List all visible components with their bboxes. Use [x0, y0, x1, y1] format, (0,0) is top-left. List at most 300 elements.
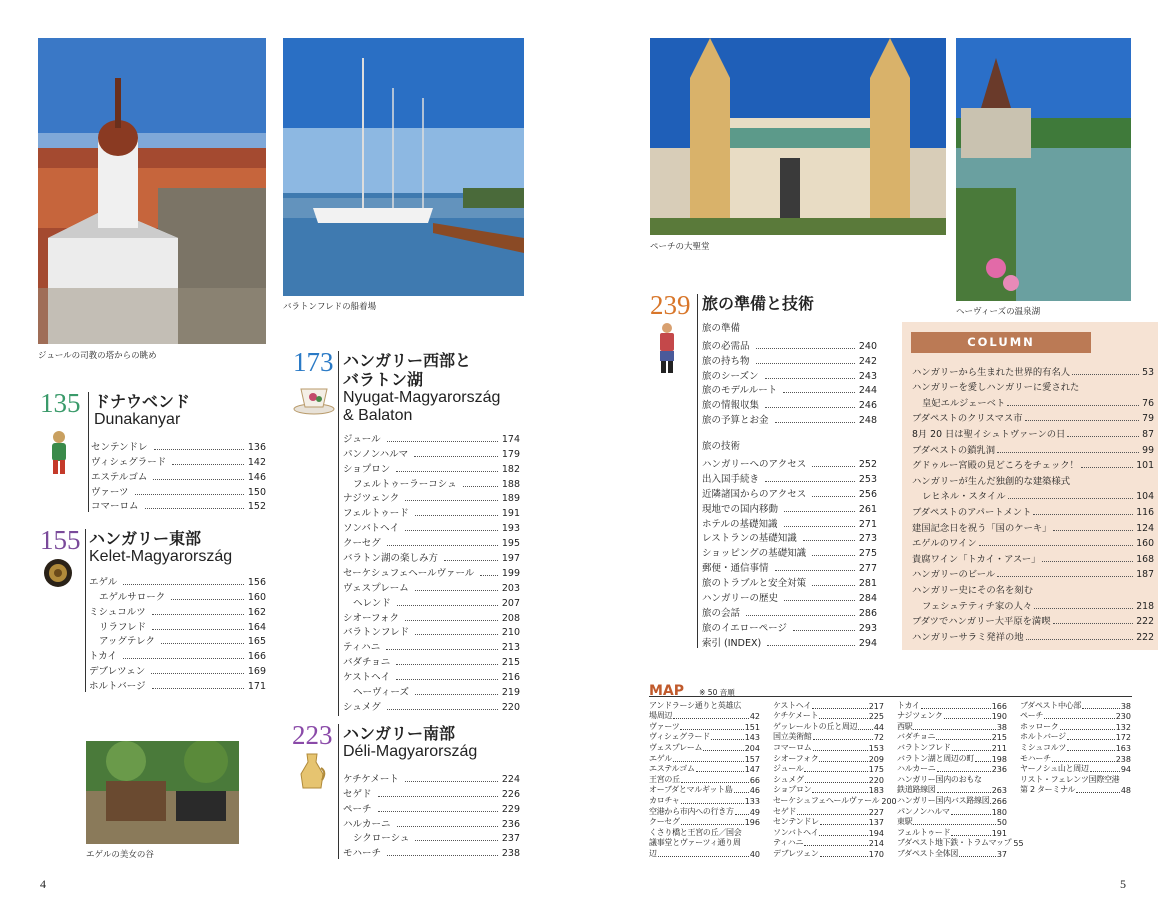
toc-row: [702, 382, 877, 397]
dot-leader: [735, 814, 749, 815]
dot-leader: [405, 530, 498, 531]
page-number-right: 5: [1120, 877, 1126, 891]
map-row: [897, 848, 1007, 859]
toc-row: [702, 337, 877, 352]
column-row: [912, 549, 1154, 565]
section-title-latin: Nyugat-Magyarország: [343, 389, 501, 406]
entry-name: ショッピングの基礎知識: [702, 548, 807, 560]
dot-leader: [820, 824, 868, 825]
entry-name: ヴェスプレーム: [343, 582, 409, 594]
dot-leader: [765, 481, 855, 482]
page-number: 208: [501, 612, 520, 624]
column-row: [912, 580, 1154, 596]
page-number: 72: [873, 733, 884, 743]
page-number: 197: [501, 553, 520, 565]
section-number: 173: [293, 347, 334, 377]
column-row: [912, 456, 1154, 472]
dot-leader: [123, 584, 244, 585]
toc-row: [702, 352, 877, 367]
entry-name: ミシュコルツ: [1020, 742, 1067, 752]
section-223-title: [343, 724, 477, 761]
entry-name: デブレツェン: [773, 848, 819, 858]
dot-leader: [123, 658, 244, 659]
page-number: 218: [1136, 600, 1154, 612]
entry-name: ヴァーツ: [649, 721, 680, 731]
dot-leader: [784, 526, 855, 527]
entry-name: ソンバトヘイ: [343, 523, 400, 535]
entry-name: ナジツェンク: [343, 493, 400, 505]
map-row: [773, 711, 884, 722]
page-number: 214: [868, 839, 884, 849]
page-number: 240: [858, 340, 877, 352]
entry-name: グドゥルー宮殿の見どころをチェック！: [912, 460, 1079, 472]
page-number: 183: [868, 786, 884, 796]
dot-leader: [378, 811, 498, 812]
entry-name: センテンドレ: [91, 441, 148, 453]
dot-leader: [784, 600, 855, 601]
dot-leader: [1067, 739, 1115, 740]
entry-name: リラフレド: [99, 621, 147, 633]
page-number: 136: [247, 441, 266, 453]
map-row: [649, 774, 760, 785]
entry-name: 国立美術館: [773, 732, 812, 742]
section-title-latin: Kelet-Magyarország: [89, 548, 233, 565]
figurine-icon: [46, 430, 72, 480]
section-239-heading: [650, 290, 691, 320]
dot-leader: [812, 792, 867, 793]
entry-name: 旅のイエローページ: [702, 622, 787, 634]
dot-leader: [405, 781, 498, 782]
toc-row: [343, 815, 520, 830]
page-number: 153: [868, 743, 884, 753]
entry-name: 近隣諸国からのアクセス: [702, 488, 807, 500]
dot-leader: [152, 614, 244, 615]
entry-name: ハンガリーへのアクセス: [702, 459, 807, 471]
section-divider: [338, 351, 339, 716]
page-number: 164: [247, 621, 266, 633]
page-number: 220: [868, 775, 884, 785]
toc-row: [343, 830, 520, 845]
toc-row: [702, 559, 877, 574]
page-number: 219: [501, 687, 520, 699]
dot-leader: [396, 679, 498, 680]
column-title: COLUMN: [911, 332, 1091, 353]
dot-leader: [1067, 750, 1115, 751]
dot-leader: [1090, 771, 1120, 772]
entry-name: エゲルのワイン: [912, 538, 977, 550]
entry-name: トカイ: [897, 700, 920, 710]
map-row: [773, 817, 884, 828]
toc-row: [89, 647, 266, 662]
dot-leader: [378, 796, 498, 797]
toc-row: [89, 618, 266, 633]
page-number: 116: [1136, 506, 1154, 518]
page-number: 266: [991, 796, 1007, 806]
toc-row: [702, 367, 877, 382]
dot-leader: [944, 718, 991, 719]
map-row: [773, 742, 884, 753]
page-number: 87: [1142, 428, 1154, 440]
entry-name: シュメグ: [773, 774, 804, 784]
section-number: 223: [292, 720, 333, 750]
toc-row: [702, 544, 877, 559]
page-number: 143: [744, 733, 760, 743]
page-number: 196: [744, 818, 760, 828]
entry-name: ハンガリーサラミ発祥の地: [912, 631, 1024, 643]
page-number: 151: [744, 722, 760, 732]
page-number: 48: [1120, 786, 1131, 796]
column-row: [912, 362, 1154, 378]
caption-eger: エゲルの美女の谷: [86, 850, 154, 860]
column-row: [912, 378, 1154, 394]
page-number: 246: [858, 400, 877, 412]
dot-leader: [765, 378, 855, 379]
page-number: 169: [247, 666, 266, 678]
page-number: 229: [501, 803, 520, 815]
page-number: 261: [858, 503, 877, 515]
page-number: 222: [1136, 616, 1154, 628]
dot-leader: [812, 496, 855, 497]
entry-name: 東駅: [897, 817, 913, 827]
page-number: 188: [501, 478, 520, 490]
dot-leader: [703, 750, 743, 751]
entry-name: モハーチ: [1020, 753, 1051, 763]
entry-name: ハンガリーのビール: [912, 569, 996, 581]
column-row: [912, 518, 1154, 534]
entry-name: ハンガリー国内のおもな: [897, 774, 982, 784]
map-row: [773, 753, 884, 764]
entry-name: レストランの基礎知識: [702, 533, 797, 545]
toc-row: [343, 785, 520, 800]
entry-name: ハンガリーを愛しハンガリーに愛された: [912, 382, 1080, 394]
entry-name: フェシュテティチ家の人々: [922, 600, 1033, 612]
section-divider: [338, 724, 339, 859]
dot-leader: [151, 673, 244, 674]
entry-name: ハンガリー国内バス路線図: [897, 795, 990, 805]
dot-leader: [681, 782, 749, 783]
toc-223-list: [343, 770, 520, 859]
page-number: 253: [858, 473, 877, 485]
dot-leader: [1025, 420, 1140, 421]
page-number: 293: [858, 622, 877, 634]
map-note: ※ 50 音順: [699, 688, 735, 697]
map-index-column: [1020, 700, 1131, 795]
toc-row: [91, 483, 266, 498]
caption-balatonfured: バラトンフレドの船着場: [283, 302, 377, 312]
toc-row: [89, 588, 266, 603]
entry-name: セーケシュフェヘールヴァール: [343, 567, 475, 579]
page-number: 160: [1136, 538, 1154, 550]
page-number: 133: [744, 796, 760, 806]
dot-leader: [415, 634, 498, 635]
toc-row: [702, 470, 877, 485]
dot-leader: [1026, 639, 1134, 640]
caption-pecs: ペーチの大聖堂: [650, 242, 710, 252]
map-row: [897, 827, 1007, 838]
page-number: 200: [881, 796, 897, 806]
map-row: [897, 785, 1007, 796]
dot-leader: [405, 620, 498, 621]
page-number: 191: [991, 828, 1007, 838]
entry-name: 場周辺: [649, 711, 673, 721]
dot-leader: [386, 649, 498, 650]
toc-row: [343, 490, 520, 505]
map-row: [1020, 764, 1131, 775]
page-number: 237: [501, 833, 520, 845]
page-number: 132: [1115, 722, 1131, 732]
page-number: 147: [744, 765, 760, 775]
map-row: [1020, 753, 1131, 764]
entry-name: エステルゴム: [91, 471, 148, 483]
dot-leader: [951, 835, 990, 836]
entry-name: 王宮の丘: [649, 774, 680, 784]
page-number: 226: [501, 788, 520, 800]
dot-leader: [681, 803, 744, 804]
section-title-jp: ドナウベンド: [94, 392, 191, 411]
toc-row: [343, 445, 520, 460]
caption-heviz: ヘーヴィーズの温泉湖: [956, 307, 1041, 317]
entry-name: パンノンハルマ: [897, 806, 950, 816]
entry-name: ブダツでハンガリー大平原を満喫: [912, 616, 1051, 628]
column-row: [912, 393, 1154, 409]
entry-name: アッグテレク: [99, 636, 155, 648]
page-number: 194: [868, 828, 884, 838]
section-173-heading: [293, 347, 334, 377]
dot-leader: [913, 729, 995, 730]
dot-leader: [1033, 514, 1133, 515]
page-number: 248: [858, 415, 877, 427]
dot-leader: [658, 856, 749, 857]
entry-name: 旅の必需品: [702, 340, 750, 352]
dot-leader: [171, 599, 244, 600]
dot-leader: [804, 845, 868, 846]
section-title-jp: ハンガリー東部: [89, 529, 202, 548]
dot-leader: [154, 449, 244, 450]
entry-name: パンノンハルマ: [343, 448, 409, 460]
page-number: 211: [991, 743, 1007, 753]
entry-name: ティハニ: [343, 642, 381, 654]
entry-name: ティハニ: [773, 838, 804, 848]
page-number: 203: [501, 582, 520, 594]
dot-leader: [959, 856, 996, 857]
dot-leader: [397, 826, 498, 827]
page-number: 38: [996, 722, 1007, 732]
toc-row: [343, 579, 520, 594]
page-number: 49: [749, 807, 760, 817]
toc-row: [343, 698, 520, 713]
dot-leader: [681, 824, 744, 825]
entry-name: 旅のトラブルと安全対策: [702, 578, 807, 590]
map-index-column: [897, 700, 1024, 859]
page-number: 168: [1136, 553, 1154, 565]
page-number: 156: [247, 576, 266, 588]
column-list: [912, 362, 1154, 643]
entry-name: ジュール: [773, 764, 804, 774]
page-number: 94: [1120, 765, 1131, 775]
toc-row: [343, 668, 520, 683]
dot-leader: [812, 466, 855, 467]
page-number: 190: [991, 712, 1007, 722]
photo-heviz-thermal-lake: [956, 38, 1131, 301]
map-row: [649, 742, 760, 753]
page-number: 238: [1115, 754, 1131, 764]
column-row: [912, 596, 1154, 612]
dot-leader: [172, 464, 244, 465]
entry-name: フェルトゥード: [343, 508, 409, 520]
dot-leader: [784, 511, 855, 512]
page-number: 166: [247, 651, 266, 663]
toc-row: [702, 589, 877, 604]
entry-name: ブダペスト全体図: [897, 848, 959, 858]
page-number: 236: [501, 818, 520, 830]
entry-name: 旅の情報収集: [702, 400, 760, 412]
dot-leader: [387, 441, 498, 442]
page-number: 217: [868, 701, 884, 711]
entry-name: フェルトゥード: [897, 827, 951, 837]
toc-row: [702, 485, 877, 500]
toc-row: [343, 504, 520, 519]
entry-name: バダチョニ: [897, 732, 936, 742]
map-index-column: [773, 700, 897, 859]
entry-name: ハンガリーから生まれた世界的有名人: [912, 366, 1071, 378]
page-number: 174: [501, 433, 520, 445]
section-173-title: [343, 351, 500, 425]
page-number: 222: [1136, 631, 1154, 643]
map-row: [897, 732, 1007, 743]
entry-name: モハーチ: [343, 848, 382, 860]
page-number: 209: [868, 754, 884, 764]
entry-name: シオーフォク: [343, 612, 400, 624]
entry-name: ブダペストのアパートメント: [912, 506, 1032, 518]
page-number: 220: [501, 701, 520, 713]
dot-leader: [480, 575, 498, 576]
toc-row: [702, 574, 877, 589]
map-index-column: [649, 700, 760, 859]
page-number: 162: [247, 606, 266, 618]
entry-name: トカイ: [89, 651, 117, 663]
dot-leader: [1034, 608, 1133, 609]
photo-balatonfured-marina: [283, 38, 524, 296]
dot-leader: [1081, 467, 1133, 468]
dot-leader: [1042, 561, 1133, 562]
page-number: 286: [858, 607, 877, 619]
page-number: 256: [858, 488, 877, 500]
entry-name: バラトンフレド: [897, 742, 951, 752]
page-number: 207: [501, 597, 520, 609]
toc-239-list: [702, 322, 877, 649]
page-number: 50: [996, 818, 1007, 828]
entry-name: 旅のモデルルート: [702, 385, 778, 397]
entry-name: コマーロム: [91, 501, 139, 513]
dot-leader: [756, 363, 855, 364]
map-index-rule: [649, 696, 1132, 697]
column-row: [912, 612, 1154, 628]
dot-leader: [951, 814, 991, 815]
entry-name: ハンガリー史にその名を刻む: [912, 584, 1033, 596]
dot-leader: [387, 545, 498, 546]
section-number: 239: [650, 290, 691, 320]
section-number: 135: [40, 388, 81, 418]
toc-row: [89, 633, 266, 648]
entry-name: ソンバトヘイ: [773, 827, 819, 837]
dot-leader: [673, 718, 749, 719]
dot-leader: [936, 739, 990, 740]
toc-row: [91, 438, 266, 453]
map-row: [773, 700, 884, 711]
dot-leader: [767, 645, 855, 646]
dot-leader: [396, 471, 498, 472]
toc-row: [343, 564, 520, 579]
entry-name: セゲド: [343, 788, 372, 800]
entry-name: バラトンフレド: [343, 627, 410, 639]
dot-leader: [153, 479, 244, 480]
dot-leader: [415, 694, 498, 695]
entry-name: 議事堂とヴァーツィ通り周: [649, 838, 741, 848]
toc-row: [343, 430, 520, 445]
column-row: [912, 565, 1154, 581]
page-number: 166: [991, 701, 1007, 711]
map-row: [897, 817, 1007, 828]
dot-leader: [812, 585, 855, 586]
entry-name: 出入国手続き: [702, 473, 760, 485]
entry-name: ブダペストのクリスマス市: [912, 413, 1023, 425]
section-title-latin: Déli-Magyarország: [343, 743, 478, 760]
dot-leader: [135, 494, 244, 495]
toc-subheading: 旅の技術: [702, 441, 741, 453]
page-number: 199: [501, 567, 520, 579]
column-row: [912, 627, 1154, 643]
dot-leader: [1007, 405, 1139, 406]
entry-name: ショプロン: [773, 785, 812, 795]
dot-leader: [1008, 498, 1134, 499]
dot-leader: [765, 407, 855, 408]
entry-name: 辺: [649, 848, 657, 858]
dot-leader: [952, 750, 991, 751]
section-title-latin: & Balaton: [343, 407, 413, 424]
map-row: [649, 827, 760, 838]
toc-row: [343, 534, 520, 549]
dot-leader: [783, 392, 855, 393]
page-number: 180: [991, 807, 1007, 817]
map-row: [649, 795, 760, 806]
page-number: 243: [858, 370, 877, 382]
entry-name: ショプロン: [343, 463, 391, 475]
entry-name: フェルトゥーラーコシュ: [353, 478, 457, 490]
dot-leader: [746, 615, 855, 616]
map-row: [1020, 721, 1131, 732]
entry-name: ハンガリーが生んだ独創的な建築様式: [912, 475, 1071, 487]
entry-name: 鉄道路線図: [897, 785, 936, 795]
column-row: [912, 424, 1154, 440]
map-row: [1020, 732, 1131, 743]
entry-name: ホルトバージ: [1020, 732, 1066, 742]
page-number: 46: [749, 786, 760, 796]
page-number: 213: [501, 642, 520, 654]
toc-row: [343, 770, 520, 785]
entry-name: ペーチ: [1020, 711, 1044, 721]
photo-eger-valley: [86, 741, 239, 844]
dot-leader: [979, 545, 1134, 546]
toc-row: [91, 453, 266, 468]
entry-name: 建国記念日を祝う「国のケーキ」: [912, 522, 1052, 534]
entry-name: 皇妃エルジェーベト: [922, 397, 1006, 409]
photo-pecs-cathedral: [650, 38, 946, 235]
entry-name: ヴェスプレーム: [649, 742, 703, 752]
entry-name: 旅のシーズン: [702, 370, 759, 382]
page-number: 55: [1013, 839, 1024, 849]
column-row: [912, 440, 1154, 456]
entry-name: ブダペスト中心部: [1020, 700, 1082, 710]
